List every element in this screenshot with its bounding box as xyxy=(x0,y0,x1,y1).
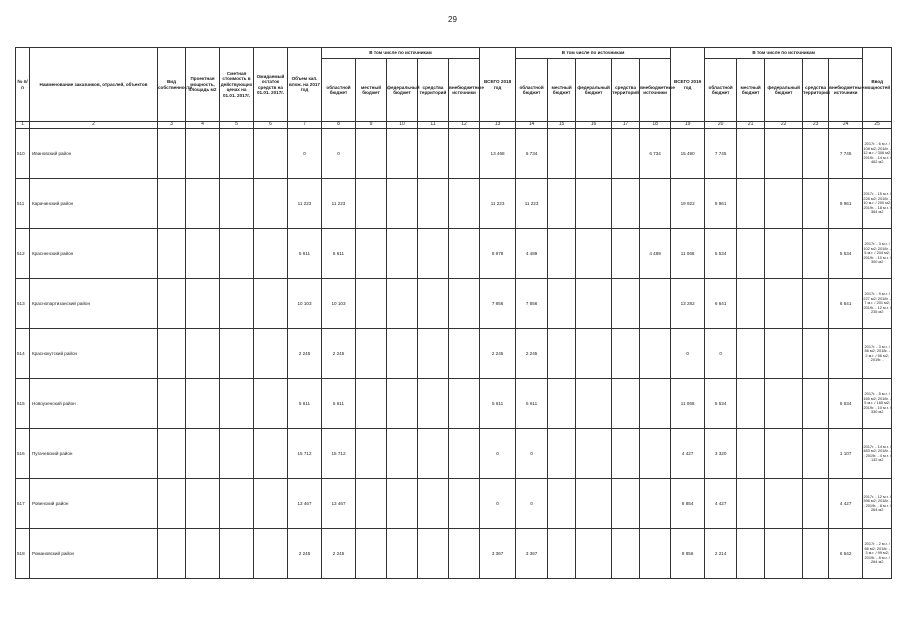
cell-federal-2018 xyxy=(576,529,612,579)
col-extrabudget: внебюджетные источники xyxy=(449,59,480,122)
cell-territory-2018 xyxy=(612,529,640,579)
cell-local-2017 xyxy=(356,329,387,379)
cell-expected-balance xyxy=(254,429,288,479)
cell-federal-2017 xyxy=(387,479,418,529)
col-index: 5 xyxy=(220,122,254,129)
cell-total-2018: 3 367 xyxy=(480,529,516,579)
cell-regional-2017: 13 467 xyxy=(322,479,356,529)
cell-regional-2017: 5 611 xyxy=(322,379,356,429)
col-index: 4 xyxy=(186,122,220,129)
cell-federal-2018 xyxy=(576,279,612,329)
cell-local-2018 xyxy=(548,129,576,179)
col-extrabudget: внебюджетные источники xyxy=(640,59,671,122)
col-index: 20 xyxy=(705,122,737,129)
district-name: Красненский район xyxy=(30,229,158,279)
cell-federal-2019 xyxy=(765,329,803,379)
cell-federal-2018 xyxy=(576,329,612,379)
cell-volume-2017: 13 467 xyxy=(288,479,322,529)
col-local-budget: местный бюджет xyxy=(737,59,765,122)
row-number: 511 xyxy=(16,179,30,229)
row-number: 513 xyxy=(16,279,30,329)
cell-extrabudget-2019: 7 745 xyxy=(829,129,863,179)
col-local-budget: местный бюджет xyxy=(548,59,576,122)
cell-local-2019 xyxy=(737,479,765,529)
cell-ownership xyxy=(158,529,186,579)
cell-regional-2017: 2 245 xyxy=(322,329,356,379)
district-name: Карачинский район xyxy=(30,179,158,229)
cell-total-2019: 13 282 xyxy=(671,279,705,329)
cell-territory-2018 xyxy=(612,179,640,229)
cell-territory-2018 xyxy=(612,129,640,179)
col-index: 19 xyxy=(671,122,705,129)
table-row xyxy=(16,179,892,229)
district-name: Романовский район xyxy=(30,529,158,579)
cell-ownership xyxy=(158,229,186,279)
col-index: 2 xyxy=(30,122,158,129)
cell-extrabudget-2019: 5 534 xyxy=(829,229,863,279)
cell-extrabudget-2017 xyxy=(449,479,480,529)
cell-regional-2017: 15 712 xyxy=(322,429,356,479)
cell-capacity xyxy=(186,479,220,529)
cell-volume-2017: 15 712 xyxy=(288,429,322,479)
cell-capacity xyxy=(186,179,220,229)
col-index: 1 xyxy=(16,122,30,129)
cell-territory-2019 xyxy=(803,229,829,279)
cell-regional-2019: 7 745 xyxy=(705,129,737,179)
cell-volume-2017: 11 223 xyxy=(288,179,322,229)
cell-extrabudget-2019: 1 107 xyxy=(829,429,863,479)
col-estimated-cost: Сметная стоимость в действующих ценах на 01.01. 2017г. xyxy=(220,48,254,122)
cell-extrabudget-2019: 6 642 xyxy=(829,529,863,579)
cell-local-2019 xyxy=(737,529,765,579)
cell-capacity xyxy=(186,229,220,279)
cell-total-2019: 11 068 xyxy=(671,229,705,279)
cell-territory-2017 xyxy=(418,529,449,579)
cell-local-2018 xyxy=(548,429,576,479)
page-number: 29 xyxy=(448,15,457,24)
col-expected-balance: Ожидаемый остаток средств на 01.01. 2017г. xyxy=(254,48,288,122)
cell-regional-2017: 5 611 xyxy=(322,229,356,279)
cell-local-2017 xyxy=(356,129,387,179)
cell-extrabudget-2018 xyxy=(640,279,671,329)
col-index: 22 xyxy=(765,122,803,129)
cell-federal-2017 xyxy=(387,179,418,229)
cell-territory-2018 xyxy=(612,279,640,329)
cell-extrabudget-2017 xyxy=(449,329,480,379)
table-body xyxy=(16,129,892,579)
district-name: Краснокутский район xyxy=(30,329,158,379)
cell-local-2018 xyxy=(548,329,576,379)
district-name: Краснопартизанский район xyxy=(30,279,158,329)
cell-extrabudget-2018 xyxy=(640,179,671,229)
cell-local-2017 xyxy=(356,379,387,429)
cell-federal-2018 xyxy=(576,479,612,529)
cell-federal-2017 xyxy=(387,429,418,479)
col-regional-budget: областной бюджет xyxy=(516,59,548,122)
cell-total-2019: 8 854 xyxy=(671,479,705,529)
cell-ownership xyxy=(158,179,186,229)
cell-territory-2017 xyxy=(418,479,449,529)
group-sources-2019: В том числе по источникам xyxy=(705,48,863,59)
cell-territory-2019 xyxy=(803,179,829,229)
cell-federal-2018 xyxy=(576,379,612,429)
table-row xyxy=(16,129,892,179)
cell-ownership xyxy=(158,379,186,429)
col-index: 6 xyxy=(254,122,288,129)
cell-estimated-cost xyxy=(220,179,254,229)
cell-territory-2017 xyxy=(418,129,449,179)
col-territory-funds: средства территорий xyxy=(418,59,449,122)
cell-local-2019 xyxy=(737,379,765,429)
col-index: 17 xyxy=(612,122,640,129)
cell-territory-2018 xyxy=(612,229,640,279)
cell-regional-2019: 4 427 xyxy=(705,479,737,529)
col-index: 13 xyxy=(480,122,516,129)
col-number: № п/п xyxy=(16,48,30,122)
cell-capacity-input: 2017г. - 14 м.г. / 483 м2; 2018г. - ; 2019г. - 4 м.г. / 132 м2 xyxy=(863,429,892,479)
cell-regional-2017: 11 223 xyxy=(322,179,356,229)
cell-capacity xyxy=(186,329,220,379)
col-index: 12 xyxy=(449,122,480,129)
cell-extrabudget-2019: 4 427 xyxy=(829,479,863,529)
cell-local-2018 xyxy=(548,379,576,429)
cell-total-2019: 15 490 xyxy=(671,129,705,179)
cell-federal-2019 xyxy=(765,429,803,479)
col-index: 18 xyxy=(640,122,671,129)
cell-capacity xyxy=(186,129,220,179)
cell-extrabudget-2017 xyxy=(449,529,480,579)
cell-expected-balance xyxy=(254,379,288,429)
cell-federal-2019 xyxy=(765,279,803,329)
table-row xyxy=(16,429,892,479)
cell-regional-2018: 0 xyxy=(516,479,548,529)
row-number: 518 xyxy=(16,529,30,579)
cell-volume-2017: 0 xyxy=(288,129,322,179)
cell-regional-2018: 6 734 xyxy=(516,129,548,179)
cell-local-2018 xyxy=(548,479,576,529)
col-regional-budget: областной бюджет xyxy=(322,59,356,122)
cell-extrabudget-2018 xyxy=(640,429,671,479)
cell-federal-2019 xyxy=(765,229,803,279)
col-local-budget: местный бюджет xyxy=(356,59,387,122)
cell-capacity-input: 2017г. - 12 м.г. / 396 м2; 2018г. - ; 2019г. - 8 м.г. / 264 м2 xyxy=(863,479,892,529)
cell-extrabudget-2017 xyxy=(449,379,480,429)
cell-total-2018: 0 xyxy=(480,479,516,529)
row-number: 515 xyxy=(16,379,30,429)
cell-capacity-input: 2017г. - 9 м.г. / 227 м2; 2018г. - 7 м.г. / 201 м2; 2019г. - 12 м.г. / 235 м2 xyxy=(863,279,892,329)
cell-territory-2019 xyxy=(803,329,829,379)
cell-capacity xyxy=(186,279,220,329)
col-index: 21 xyxy=(737,122,765,129)
cell-local-2019 xyxy=(737,429,765,479)
cell-regional-2018: 3 367 xyxy=(516,529,548,579)
cell-extrabudget-2018 xyxy=(640,529,671,579)
cell-extrabudget-2019: 5 534 xyxy=(829,379,863,429)
cell-federal-2019 xyxy=(765,529,803,579)
col-name: Наименование заказчиков, отраслей, объектов xyxy=(30,48,158,122)
cell-ownership xyxy=(158,129,186,179)
cell-volume-2017: 5 611 xyxy=(288,379,322,429)
cell-capacity xyxy=(186,429,220,479)
cell-regional-2019: 3 320 xyxy=(705,429,737,479)
col-index: 3 xyxy=(158,122,186,129)
cell-local-2019 xyxy=(737,329,765,379)
cell-capacity-input: 2017г. - 6 м.г. / 108 м2; 2018г. - 12 м.г. / 306 м2; 2019г. - 14 м.г. / 462 м2 xyxy=(863,129,892,179)
cell-local-2017 xyxy=(356,479,387,529)
district-name: Ивановский район xyxy=(30,129,158,179)
cell-expected-balance xyxy=(254,129,288,179)
cell-regional-2017: 10 103 xyxy=(322,279,356,329)
cell-total-2018: 7 856 xyxy=(480,279,516,329)
group-sources-2018: В том числе по источникам xyxy=(516,48,671,59)
cell-volume-2017: 5 611 xyxy=(288,229,322,279)
cell-local-2019 xyxy=(737,229,765,279)
col-total-2018: ВСЕГО 2018 год xyxy=(480,48,516,122)
cell-territory-2018 xyxy=(612,379,640,429)
col-capacity: Проектная мощность, площадь м2 xyxy=(186,48,220,122)
cell-local-2019 xyxy=(737,179,765,229)
cell-extrabudget-2018 xyxy=(640,479,671,529)
cell-territory-2017 xyxy=(418,279,449,329)
cell-volume-2017: 2 245 xyxy=(288,329,322,379)
row-number: 514 xyxy=(16,329,30,379)
cell-local-2018 xyxy=(548,279,576,329)
cell-federal-2017 xyxy=(387,329,418,379)
cell-local-2017 xyxy=(356,529,387,579)
cell-territory-2018 xyxy=(612,429,640,479)
cell-territory-2019 xyxy=(803,529,829,579)
cell-local-2017 xyxy=(356,179,387,229)
cell-territory-2017 xyxy=(418,379,449,429)
cell-extrabudget-2019: 9 961 xyxy=(829,179,863,229)
cell-extrabudget-2017 xyxy=(449,129,480,179)
cell-total-2019: 0 xyxy=(671,329,705,379)
cell-total-2019: 19 922 xyxy=(671,179,705,229)
col-volume-2017: Объем кап. влож. на 2017 год xyxy=(288,48,322,122)
col-index: 7 xyxy=(288,122,322,129)
cell-regional-2019: 9 961 xyxy=(705,179,737,229)
cell-federal-2018 xyxy=(576,179,612,229)
cell-total-2018: 5 611 xyxy=(480,379,516,429)
col-extrabudget: внебюджетные источники xyxy=(829,59,863,122)
cell-federal-2017 xyxy=(387,229,418,279)
cell-estimated-cost xyxy=(220,429,254,479)
cell-territory-2019 xyxy=(803,279,829,329)
cell-local-2019 xyxy=(737,279,765,329)
col-index: 25 xyxy=(863,122,892,129)
col-index: 11 xyxy=(418,122,449,129)
col-federal-budget: федеральный бюджет xyxy=(576,59,612,122)
cell-volume-2017: 2 245 xyxy=(288,529,322,579)
col-index: 16 xyxy=(576,122,612,129)
table-row xyxy=(16,529,892,579)
cell-estimated-cost xyxy=(220,229,254,279)
cell-regional-2018: 5 611 xyxy=(516,379,548,429)
cell-capacity-input: 2017г. - 2 м.г. / 66 м2; 2018г. - 3 м.г. / 99 м2; 2019г. - 8 м.г. / 264 м2 xyxy=(863,529,892,579)
cell-federal-2017 xyxy=(387,529,418,579)
cell-federal-2017 xyxy=(387,379,418,429)
investment-table xyxy=(15,47,892,579)
col-index: 8 xyxy=(322,122,356,129)
cell-regional-2017: 2 245 xyxy=(322,529,356,579)
cell-local-2018 xyxy=(548,529,576,579)
cell-regional-2019: 5 534 xyxy=(705,379,737,429)
cell-total-2019: 11 068 xyxy=(671,379,705,429)
cell-volume-2017: 10 103 xyxy=(288,279,322,329)
cell-capacity xyxy=(186,379,220,429)
cell-capacity xyxy=(186,529,220,579)
col-capacity-input: Ввод мощностей xyxy=(863,48,892,122)
header-group-row xyxy=(16,48,892,59)
cell-capacity-input: 2017г. - 15 м.г. / 228 м2; 2018г. - 10 м.г. / 200 м2; 2019г. - 18 м.г. / 364 м2 xyxy=(863,179,892,229)
cell-regional-2018: 11 223 xyxy=(516,179,548,229)
cell-total-2018: 2 245 xyxy=(480,329,516,379)
col-index: 23 xyxy=(803,122,829,129)
cell-regional-2019: 5 534 xyxy=(705,229,737,279)
cell-regional-2017: 0 xyxy=(322,129,356,179)
cell-territory-2019 xyxy=(803,129,829,179)
cell-extrabudget-2017 xyxy=(449,179,480,229)
cell-territory-2017 xyxy=(418,329,449,379)
cell-extrabudget-2017 xyxy=(449,429,480,479)
cell-regional-2018: 2 245 xyxy=(516,329,548,379)
cell-territory-2017 xyxy=(418,179,449,229)
col-index: 14 xyxy=(516,122,548,129)
col-index: 9 xyxy=(356,122,387,129)
district-name: Пугачевский район xyxy=(30,429,158,479)
cell-extrabudget-2018: 6 734 xyxy=(640,129,671,179)
cell-total-2018: 11 223 xyxy=(480,179,516,229)
table-row xyxy=(16,479,892,529)
cell-federal-2017 xyxy=(387,279,418,329)
cell-territory-2019 xyxy=(803,429,829,479)
cell-estimated-cost xyxy=(220,129,254,179)
col-federal-budget: федеральный бюджет xyxy=(765,59,803,122)
table-row xyxy=(16,329,892,379)
col-total-2019: ВСЕГО 2019 год xyxy=(671,48,705,122)
col-federal-budget: федеральный бюджет xyxy=(387,59,418,122)
cell-total-2019: 8 856 xyxy=(671,529,705,579)
cell-estimated-cost xyxy=(220,279,254,329)
cell-federal-2017 xyxy=(387,129,418,179)
cell-capacity-input: 2017г. - 3 м.г. / 102 м2; 2018г. - 5 м.г. / 204 м2; 2019г. - 10 м.г. / 300 м2 xyxy=(863,229,892,279)
cell-federal-2019 xyxy=(765,479,803,529)
cell-territory-2019 xyxy=(803,479,829,529)
cell-total-2018: 8 978 xyxy=(480,229,516,279)
cell-regional-2019: 2 214 xyxy=(705,529,737,579)
table-row xyxy=(16,279,892,329)
cell-extrabudget-2019: 6 641 xyxy=(829,279,863,329)
cell-expected-balance xyxy=(254,529,288,579)
cell-capacity-input: 2017г. - 3 м.г. / 56 м2; 2018г. - 2 м.г. / 56 м2; 2019г. - xyxy=(863,329,892,379)
cell-expected-balance xyxy=(254,279,288,329)
cell-estimated-cost xyxy=(220,529,254,579)
cell-estimated-cost xyxy=(220,379,254,429)
cell-local-2019 xyxy=(737,129,765,179)
cell-estimated-cost xyxy=(220,479,254,529)
table-row xyxy=(16,229,892,279)
row-number: 516 xyxy=(16,429,30,479)
cell-ownership xyxy=(158,329,186,379)
cell-expected-balance xyxy=(254,329,288,379)
cell-local-2017 xyxy=(356,279,387,329)
cell-extrabudget-2018 xyxy=(640,329,671,379)
col-regional-budget: областной бюджет xyxy=(705,59,737,122)
cell-territory-2017 xyxy=(418,429,449,479)
cell-regional-2018: 4 489 xyxy=(516,229,548,279)
cell-federal-2018 xyxy=(576,229,612,279)
cell-regional-2018: 7 856 xyxy=(516,279,548,329)
cell-regional-2019: 0 xyxy=(705,329,737,379)
cell-regional-2018: 0 xyxy=(516,429,548,479)
cell-extrabudget-2019 xyxy=(829,329,863,379)
cell-ownership xyxy=(158,479,186,529)
cell-capacity-input: 2017г. - 5 м.г. / 165 м2; 2018г. - 5 м.г. / 165 м2; 2019г. - 10 м.г. / 330 м2 xyxy=(863,379,892,429)
table-row xyxy=(16,379,892,429)
col-territory-funds: средства территорий xyxy=(612,59,640,122)
cell-extrabudget-2018: 4 489 xyxy=(640,229,671,279)
cell-local-2017 xyxy=(356,229,387,279)
cell-regional-2019: 6 641 xyxy=(705,279,737,329)
district-name: Новоузенский район xyxy=(30,379,158,429)
cell-expected-balance xyxy=(254,229,288,279)
cell-federal-2018 xyxy=(576,429,612,479)
row-number: 510 xyxy=(16,129,30,179)
row-number: 517 xyxy=(16,479,30,529)
cell-territory-2019 xyxy=(803,379,829,429)
cell-local-2017 xyxy=(356,429,387,479)
cell-total-2018: 13 468 xyxy=(480,129,516,179)
col-index: 24 xyxy=(829,122,863,129)
cell-extrabudget-2018 xyxy=(640,379,671,429)
cell-ownership xyxy=(158,429,186,479)
cell-federal-2019 xyxy=(765,379,803,429)
row-number: 512 xyxy=(16,229,30,279)
col-territory-funds: средства территорий xyxy=(803,59,829,122)
cell-territory-2018 xyxy=(612,479,640,529)
district-name: Ровенский район xyxy=(30,479,158,529)
cell-extrabudget-2017 xyxy=(449,229,480,279)
cell-extrabudget-2017 xyxy=(449,279,480,329)
col-ownership: Вид собственности xyxy=(158,48,186,122)
header-number-row xyxy=(16,122,892,129)
cell-expected-balance xyxy=(254,179,288,229)
cell-federal-2018 xyxy=(576,129,612,179)
cell-ownership xyxy=(158,279,186,329)
cell-territory-2017 xyxy=(418,229,449,279)
cell-expected-balance xyxy=(254,479,288,529)
cell-federal-2019 xyxy=(765,129,803,179)
cell-federal-2019 xyxy=(765,179,803,229)
cell-total-2019: 4 427 xyxy=(671,429,705,479)
cell-local-2018 xyxy=(548,179,576,229)
col-index: 10 xyxy=(387,122,418,129)
cell-total-2018: 0 xyxy=(480,429,516,479)
cell-territory-2018 xyxy=(612,329,640,379)
cell-estimated-cost xyxy=(220,329,254,379)
group-sources-2017: В том числе по источникам xyxy=(322,48,480,59)
col-index: 15 xyxy=(548,122,576,129)
cell-local-2018 xyxy=(548,229,576,279)
